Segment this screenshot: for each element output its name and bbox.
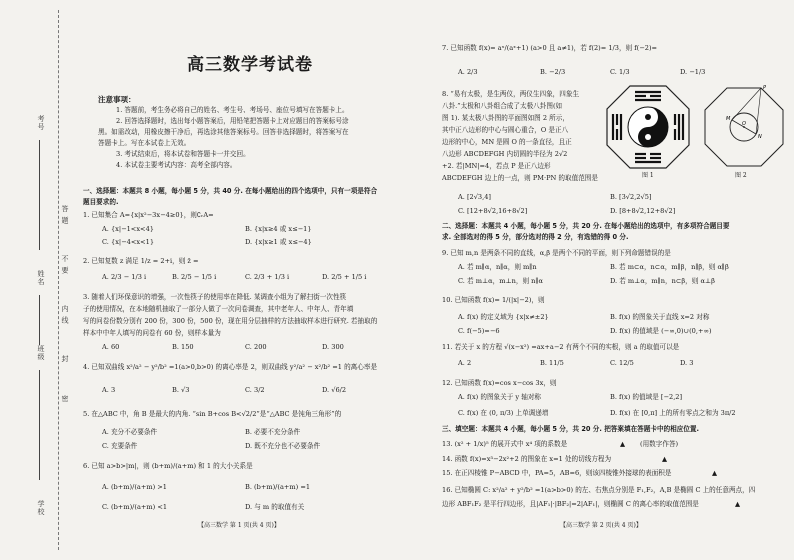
- q1-option-d: D. {x|x≥1 或 x≤−4}: [245, 238, 312, 246]
- q10-option-b: B. f(x) 的图象关于直线 x=2 对称: [610, 313, 710, 321]
- q6-option-c: C. (b+m)/(a+m) <1: [102, 503, 168, 511]
- q8-line-7: +2. 若|MN|=4，若点 P 是正八边形: [442, 162, 551, 170]
- q3-line-4: 样本中中年人填写的问卷有 60 份，则样本量为: [83, 329, 221, 337]
- q6-stem: 6. 已知 a>b>|m|，则 (b+m)/(a+m) 和 1 的大小关系是: [83, 462, 253, 470]
- q3-option-b: B. 150: [172, 343, 194, 351]
- seal-text-2: 不 要: [61, 255, 69, 275]
- q9-option-b: B. 若 m⊂α，n⊂α，m∥β，n∥β，则 α∥β: [610, 263, 729, 271]
- q5-option-a: A. 充分不必要条件: [102, 428, 158, 436]
- q3-option-c: C. 200: [245, 343, 267, 351]
- footer-right: 【高三数学 第 2 页(共 4 页)】: [560, 522, 642, 529]
- q1-option-a: A. {x|−1<x<4}: [102, 225, 154, 233]
- q10-option-d: D. f(x) 的值域是 (−∞,0)∪(0,+∞): [610, 327, 712, 335]
- q8-option-c: C. [12+8√2,16+8√2]: [458, 207, 528, 215]
- q5-option-d: D. 既不充分也不必要条件: [245, 442, 321, 450]
- q15-blank: ▲: [712, 469, 718, 477]
- q6-option-d: D. 与 m 的取值有关: [245, 503, 305, 511]
- q4-option-c: C. 3/2: [245, 386, 265, 394]
- seal-text-4: 封: [61, 355, 69, 363]
- banji-line: [39, 370, 40, 480]
- q2-option-d: D. 2/5 + 1/5 i: [322, 273, 367, 281]
- seal-text-5: 密: [61, 395, 69, 403]
- svg-text:M: M: [726, 116, 731, 122]
- svg-text:N: N: [758, 134, 762, 140]
- binding-gutter: [0, 0, 80, 560]
- q1-option-c: C. {x|−4<x<1}: [102, 238, 155, 246]
- q13-blank: ▲: [620, 440, 626, 448]
- figure-2-caption: 图 2: [735, 172, 747, 179]
- q8-line-5: 边形的中心，MN 是圆 O 的一条直径，且正: [442, 138, 572, 146]
- q4-option-b: B. √3: [172, 386, 190, 394]
- cut-line: [58, 10, 59, 550]
- q16-blank: ▲: [735, 500, 741, 508]
- q16-line-1: 16. 已知椭圆 C: x²/a² + y²/b² =1(a>b>0) 的左、右焦点分别是 F₁,F₂，A,B 是椭圆 C 上的任意两点，四: [442, 486, 756, 494]
- q11-option-a: A. 2: [458, 359, 472, 367]
- section1-heading-2: 题目要求的.: [83, 198, 119, 206]
- note-1: 1. 答题前，考生务必将自己的姓名、考生号、考场号、座位号填写在答题卡上。: [116, 106, 349, 114]
- q8-option-d: D. [8+8√2,12+8√2]: [610, 207, 676, 215]
- notes-heading: 注意事项：: [98, 95, 136, 104]
- q7-stem: 7. 已知函数 f(x)= aˣ/(aˣ+1) (a>0 且 a≠1)，若 f(2)= 1/3，则 f(−2)=: [442, 44, 658, 52]
- q16-line-2: 边形 ABF₁F₂ 是平行四边形，且|AF₁|·|BF₂|=2|AF₁|，则椭圆 C 的离心率的取值范围是: [442, 500, 699, 508]
- q12-option-a: A. f(x) 的图象关于 y 轴对称: [458, 393, 542, 401]
- q14-stem: 14. 函数 f(x)=x³−2x²+2 的图象在 x=1 处的切线方程为: [442, 455, 612, 463]
- q9-stem: 9. 已知 m,n 是两条不同的直线，α,β 是两个不同的平面，则下列命题错误的是: [442, 249, 671, 257]
- q1-stem: 1. 已知集合 A={x|x²−3x−4≥0}，则∁ᵣA=: [83, 211, 214, 219]
- octagon-circle-figure: [702, 84, 786, 170]
- q13-tail: (用数字作答): [640, 440, 679, 448]
- q11-stem: 11. 若关于 x 的方程 √(x−x²) =ax+a−2 有两个不同的实根，则 a 的取值可以是: [442, 343, 680, 351]
- section1-heading: 一、选择题：本题共 8 小题，每小题 5 分，共 40 分. 在每小题给出的四个选项中，只有一项是符合: [83, 187, 378, 195]
- q4-stem: 4. 已知双曲线 x²/a² − y²/b² =1(a>0,b>0) 的离心率是 2，则双曲线 y²/a² − x²/b² =1 的离心率是: [83, 363, 378, 371]
- q4-option-d: D. √6/2: [322, 386, 347, 394]
- q6-option-a: A. (b+m)/(a+m) >1: [102, 483, 167, 491]
- section2-heading-2: 求. 全部选对的得 5 分，部分选对的得 2 分，有选错的得 0 分.: [442, 233, 629, 241]
- q2-stem: 2. 已知复数 z 满足 1/z = 2+i，则 z̄ =: [83, 257, 199, 265]
- q9-option-a: A. 若 m∥α，n∥α，则 m∥n: [458, 263, 537, 271]
- q15-stem: 15. 在正四棱锥 P−ABCD 中，PA=5，AB=6，则该四棱锥外接球的表面积是: [442, 469, 672, 477]
- figure-1-caption: 图 1: [642, 172, 654, 179]
- q5-option-c: C. 充要条件: [102, 442, 138, 450]
- kaohao-line: [39, 140, 40, 250]
- q12-option-b: B. f(x) 的值域是 [−2,2]: [610, 393, 683, 401]
- q2-option-a: A. 2/3 − 1/3 i: [102, 273, 147, 281]
- q3-option-d: D. 300: [322, 343, 344, 351]
- q12-stem: 12. 已知函数 f(x)=cos x−cos 3x，则: [442, 379, 557, 387]
- note-3: 3. 考试结束后，将本试卷和答题卡一并交回。: [116, 150, 250, 158]
- q8-option-a: A. [2√3,4]: [458, 193, 491, 201]
- q13-stem: 13. (x² + 1/x)⁵ 的展开式中 x⁴ 项的系数是: [442, 440, 568, 448]
- footer-left: 【高三数学 第 1 页(共 4 页)】: [198, 522, 280, 529]
- q12-option-d: D. f(x) 在 [0,π] 上的所有零点之和为 3π/2: [610, 409, 736, 417]
- note-2b: 黑。如需改动，用橡皮擦干净后，再选涂其他答案标号。回答非选择题时，将答案写在: [98, 128, 349, 136]
- q11-option-c: C. 12/5: [610, 359, 634, 367]
- q4-option-a: A. 3: [102, 386, 116, 394]
- q3-line-3: 写的问卷份数分别有 200 份，300 份，500 份，现在用分层抽样的方法抽取样本进行研究. 若抽取的: [83, 317, 378, 325]
- note-2c: 答题卡上。写在本试卷上无效。: [98, 139, 191, 147]
- q9-option-d: D. 若 m⊥α，m∥n，n⊂β，则 α⊥β: [610, 277, 715, 285]
- svg-text:P: P: [763, 85, 767, 91]
- q8-line-8: ABCDEFGH 边上的一点，则 PM·PN 的取值范围是: [442, 174, 598, 182]
- q8-line-4: 其中正八边形的中心与圆心重合，O 是正八: [442, 126, 569, 134]
- q7-option-c: C. 1/3: [610, 68, 630, 76]
- q7-option-b: B. −2/3: [540, 68, 566, 76]
- note-4: 4. 本试卷主要考试内容：高考全部内容。: [116, 161, 237, 169]
- taiji-bagua-figure: [605, 84, 691, 170]
- q7-option-d: D. −1/3: [680, 68, 706, 76]
- xingming-line: [39, 295, 40, 345]
- q6-option-b: B. (b+m)/(a+m) =1: [245, 483, 311, 491]
- q8-line-3: 图 1). 某太极八卦图的平面图如图 2 所示，: [442, 114, 569, 122]
- q8-line-6: 八边形 ABCDEFGH 内切圆的半径为 2√2: [442, 150, 568, 158]
- q8-option-b: B. [3√2,2√5]: [610, 193, 652, 201]
- seal-text-3: 内 线: [61, 305, 69, 325]
- q3-option-a: A. 60: [102, 343, 120, 351]
- q1-option-b: B. {x|x≥4 或 x≤−1}: [245, 225, 312, 233]
- q11-option-d: D. 3: [680, 359, 694, 367]
- q12-option-c: C. f(x) 在 (0, π/3) 上单调递增: [458, 409, 549, 417]
- q9-option-c: C. 若 m⊥α，m⊥n，则 n∥α: [458, 277, 543, 285]
- q10-stem: 10. 已知函数 f(x)= 1/(|x|−2)，则: [442, 296, 545, 304]
- banji-label: 班级: [37, 345, 45, 361]
- q10-option-c: C. f(−5)=−6: [458, 327, 500, 335]
- kaohao-label: 考号: [37, 115, 45, 131]
- xingming-label: 姓名: [37, 270, 45, 286]
- q2-option-c: C. 2/3 + 1/3 i: [245, 273, 290, 281]
- note-2a: 2. 回答选择题时，选出每小题答案后，用铅笔把答题卡上对应题目的答案标号涂: [116, 117, 349, 125]
- xuexiao-label: 学校: [37, 500, 45, 516]
- svg-text:O: O: [742, 121, 746, 127]
- seal-text-1: 答 题: [61, 205, 69, 225]
- q5-option-b: B. 必要不充分条件: [245, 428, 301, 436]
- section2-heading: 二、选择题：本题共 4 小题，每小题 5 分，共 20 分. 在每小题给出的选项中，有多项符合题目要: [442, 222, 730, 230]
- q2-option-b: B. 2/5 − 1/5 i: [172, 273, 217, 281]
- q3-line-2: 子的使用情况，在本地随机抽取了一部分人做了一次问卷调查，其中老年人、中年人、青年填: [83, 305, 354, 313]
- q7-option-a: A. 2/3: [458, 68, 478, 76]
- q5-stem: 5. 在△ABC 中，角 B 是最大的内角. “sin B+cos B<√2/2”是“△ABC 是钝角三角形”的: [83, 410, 342, 418]
- q11-option-b: B. 11/5: [540, 359, 564, 367]
- q10-option-a: A. f(x) 的定义域为 {x|x≠±2}: [458, 313, 549, 321]
- q8-line-2: 八卦.”太极和八卦组合成了太极八卦图(如: [442, 102, 563, 110]
- q14-blank: ▲: [662, 455, 668, 463]
- q8-line-1: 8. “易有太极，是生两仪，两仪生四象，四象生: [442, 90, 580, 98]
- exam-title: 高三数学考试卷: [187, 55, 313, 75]
- section3-heading: 三、填空题：本题共 4 小题，每小题 5 分，共 20 分. 把答案填在答题卡中的相应位置.: [442, 425, 700, 433]
- q3-line-1: 3. 随着人们环保意识的增强，一次性筷子的使用率在降低. 某调查小组为了解扫街一次性筷: [83, 293, 347, 301]
